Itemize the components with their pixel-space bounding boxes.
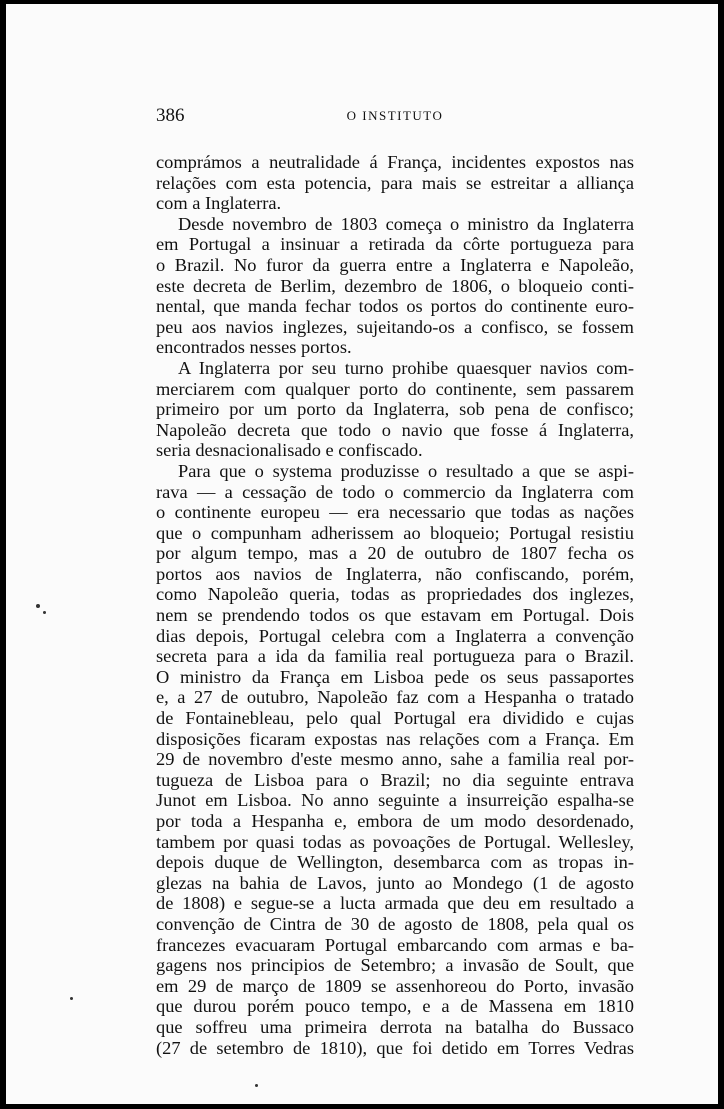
text-line: primeiro por um porto da Inglaterra, sob pena de confisco; bbox=[156, 399, 634, 420]
text-line: encontrados nesses portos. bbox=[156, 337, 352, 358]
body-text bbox=[156, 152, 634, 1058]
text-line: Para que o systema produzisse o resultado a que se aspi- bbox=[178, 460, 634, 481]
text-line: glezas na bahia de Lavos, junto ao Mondego (1 de agosto bbox=[156, 872, 634, 893]
text-line: tambem por quasi todas as povoações de Portugal. Wellesley, bbox=[156, 831, 634, 852]
text-line: comprámos a neutralidade á França, incidentes expostos nas bbox=[156, 152, 634, 172]
text-line: nental, que manda fechar todos os portos do continente euro- bbox=[156, 296, 634, 317]
text-line: francezes evacuaram Portugal embarcando com armas e ba- bbox=[156, 934, 634, 955]
text-line: depois duque de Wellington, desembarca com as tropas in- bbox=[156, 852, 634, 873]
text-line: disposições ficaram expostas nas relações com a França. Em bbox=[156, 728, 634, 749]
text-line: merciarem com qualquer porto do continente, sem passarem bbox=[156, 378, 634, 399]
scan-speck bbox=[70, 997, 73, 1000]
text-line: relações com esta potencia, para mais se estreitar a alliança bbox=[156, 172, 634, 193]
text-line: o continente europeu — era necessario que todas as nações bbox=[156, 502, 634, 523]
scan-speck bbox=[43, 611, 46, 614]
text-line: por toda a Hespanha e, embora de um modo desordenado, bbox=[156, 811, 634, 831]
text-line: por algum tempo, mas a 20 de outubro de 1807 fecha os bbox=[156, 543, 634, 564]
scanned-page bbox=[6, 4, 718, 1104]
scan-speck bbox=[255, 1084, 258, 1087]
text-line: 29 de novembro d'este mesmo anno, sahe a familia real por- bbox=[156, 749, 634, 770]
text-line: convenção de Cintra de 30 de agosto de 1808, pela qual os bbox=[156, 913, 634, 934]
text-line: O ministro da França em Lisboa pede os seus passaportes bbox=[156, 666, 634, 687]
text-line: gagens nos principios de Setembro; a invasão de Soult, que bbox=[156, 955, 634, 976]
text-line: que durou porém pouco tempo, e a de Massena em 1810 bbox=[156, 996, 634, 1017]
text-line: de 1808) e segue-se a lucta armada que deu em resultado a bbox=[156, 893, 634, 914]
text-line: em 29 de março de 1809 se assenhoreou do Porto, invasão bbox=[156, 975, 634, 996]
text-line: de Fontainebleau, pelo qual Portugal era dividido e cujas bbox=[156, 708, 634, 729]
text-line: tugueza de Lisboa para o Brazil; no dia seguinte entrava bbox=[156, 769, 634, 790]
text-line: que o compunham adherissem ao bloqueio; Portugal resistiu bbox=[156, 522, 634, 543]
text-line: o Brazil. No furor da guerra entre a Inglaterra e Napoleão, bbox=[156, 254, 634, 275]
text-line: com a Inglaterra. bbox=[156, 193, 282, 214]
text-line: Napoleão decreta que todo o navio que fosse á Inglaterra, bbox=[156, 419, 634, 440]
journal-title: O INSTITUTO bbox=[346, 108, 444, 123]
text-line: A Inglaterra por seu turno prohibe quaesquer navios com- bbox=[178, 357, 634, 378]
page-number: 386 bbox=[156, 105, 185, 126]
text-line: que soffreu uma primeira derrota na batalha do Bussaco bbox=[156, 1016, 634, 1037]
text-line: e, a 27 de outubro, Napoleão faz com a Hespanha o tratado bbox=[156, 687, 634, 708]
text-line: Desde novembro de 1803 começa o ministro da Inglaterra bbox=[178, 213, 634, 234]
running-head bbox=[156, 105, 634, 129]
text-line: rava — a cessação de todo o commercio da Inglaterra com bbox=[156, 481, 634, 502]
text-line: este decreta de Berlim, dezembro de 1806, o bloqueio conti- bbox=[156, 275, 634, 296]
text-line: dias depois, Portugal celebra com a Inglaterra a convenção bbox=[156, 625, 634, 646]
text-line: secreta para a ida da familia real portugueza para o Brazil. bbox=[156, 646, 634, 667]
scan-speck bbox=[36, 604, 40, 608]
text-line: seria desnacionalisado e confiscado. bbox=[156, 440, 423, 461]
text-line: nem se prendendo todos os que estavam em Portugal. Dois bbox=[156, 605, 634, 626]
text-line: em Portugal a insinuar a retirada da côrte portugueza para bbox=[156, 234, 634, 255]
text-line: portos aos navios de Inglaterra, não confiscando, porém, bbox=[156, 563, 634, 584]
text-line: (27 de setembro de 1810), que foi detido em Torres Vedras bbox=[156, 1037, 634, 1058]
text-line: como Napoleão queria, todas as propriedades dos inglezes, bbox=[156, 584, 634, 605]
text-line: peu aos navios inglezes, sujeitando-os a confisco, se fossem bbox=[156, 316, 634, 337]
text-line: Junot em Lisboa. No anno seguinte a insurreição espalha-se bbox=[156, 790, 634, 811]
